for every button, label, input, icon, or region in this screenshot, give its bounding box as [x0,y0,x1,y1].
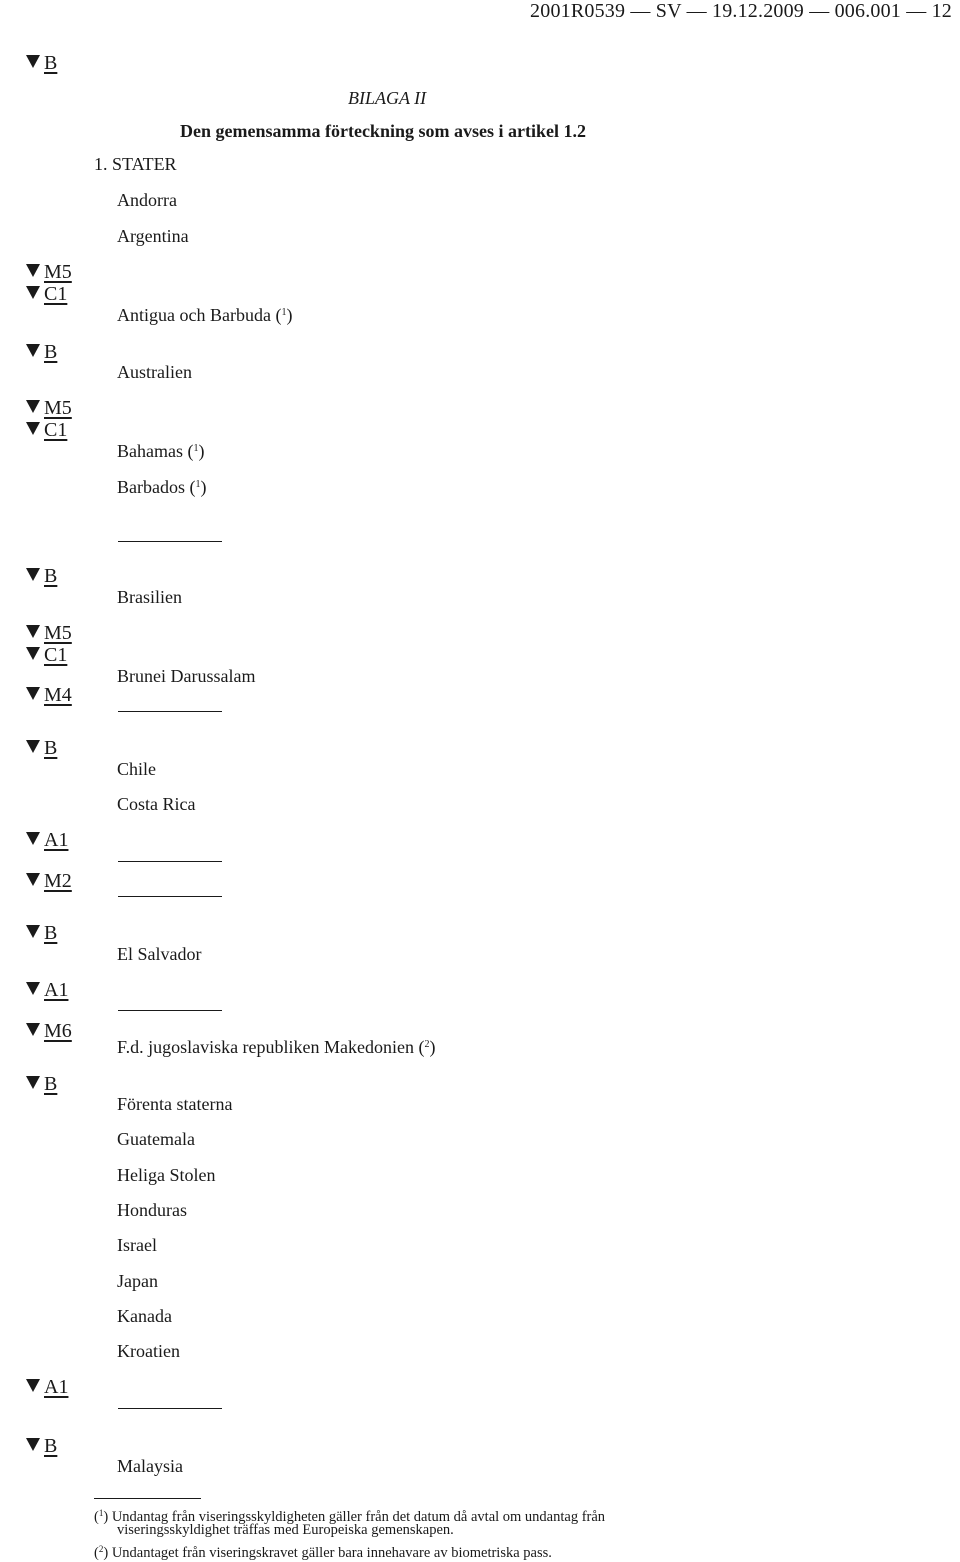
amendment-code: M4 [44,684,72,706]
triangle-down-icon [26,264,40,277]
country-entry: Guatemala [117,1129,195,1149]
deletion-line [118,711,222,712]
triangle-down-icon [26,625,40,638]
amendment-marker [26,565,57,588]
triangle-down-icon [26,832,40,845]
footnote-ref: 1 [281,307,287,318]
triangle-down-icon [26,873,40,886]
footnote-ref-close: ) [286,305,293,325]
amendment-marker [26,737,57,760]
triangle-down-icon [26,1379,40,1392]
triangle-down-icon [26,400,40,413]
country-entry [117,441,204,462]
amendment-code: B [44,1073,58,1095]
amendment-marker [26,622,72,645]
amendment-code: B [44,565,58,587]
footnote-ref-close: ) [429,1037,436,1057]
annex-title: BILAGA II [348,88,427,108]
country-entry: Argentina [117,226,189,246]
deletion-line [118,541,222,542]
country-entry: Kroatien [117,1341,180,1361]
country-entry: Kanada [117,1306,172,1326]
amendment-marker [26,283,67,306]
triangle-down-icon [26,982,40,995]
deletion-line [118,861,222,862]
country-entry: El Salvador [117,944,202,964]
amendment-marker [26,341,57,364]
triangle-down-icon [26,568,40,581]
country-entry: Malaysia [117,1456,183,1476]
country-entry: Australien [117,362,192,382]
country-entry [117,305,292,326]
triangle-down-icon [26,344,40,357]
amendment-marker [26,261,72,284]
amendment-code: C1 [44,644,68,666]
amendment-marker [26,397,72,420]
amendment-code: A1 [44,1376,69,1398]
amendment-code: M5 [44,622,72,644]
footnote-ref: 2 [424,1039,430,1050]
document-reference-header: 2001R0539 — SV — 19.12.2009 — 006.001 — 12 [530,0,952,22]
triangle-down-icon [26,740,40,753]
footnote-ref-close: ) [198,441,205,461]
deletion-line [118,1010,222,1011]
amendment-marker [26,644,67,667]
triangle-down-icon [26,925,40,938]
amendment-code: B [44,737,58,759]
footnote: ($^2$) Undantaget från viseringskravet gäller bara innehavare av biometriska pass. [94,1544,552,1561]
footnote: ($^1$) Undantag från viseringsskyldigheten gäller från det datum då avtal om undantag från [94,1508,606,1525]
footnote-text: Undantag från viseringsskyldigheten gäller från det datum då avtal om undantag från [111,1509,606,1525]
country-entry: Heliga Stolen [117,1165,216,1185]
footnote-ref: 1 [193,443,199,454]
country-entry: Chile [117,759,156,779]
amendment-marker [26,684,72,707]
country-name: F.d. jugoslaviska republiken Makedonien ( [117,1037,425,1057]
amendment-marker [26,922,57,945]
country-entry: Israel [117,1235,157,1255]
footnote-ref: 1 [195,479,201,490]
amendment-code: M5 [44,261,72,283]
amendment-code: B [44,1435,58,1457]
triangle-down-icon [26,647,40,660]
amendment-marker [26,1020,72,1043]
section-heading: 1. STATER [94,154,177,174]
triangle-down-icon [26,55,40,68]
country-entry: Brasilien [117,587,182,607]
amendment-code: A1 [44,829,69,851]
amendment-marker [26,1376,68,1399]
country-entry: Honduras [117,1200,187,1220]
amendment-marker [26,1073,57,1096]
country-name: Bahamas ( [117,441,194,461]
deletion-line [118,1408,222,1409]
deletion-line [118,896,222,897]
footnote-continuation: viseringsskyldighet träffas med Europeiska gemenskapen. [117,1522,454,1538]
amendment-code: M2 [44,870,72,892]
amendment-code: C1 [44,419,68,441]
triangle-down-icon [26,422,40,435]
triangle-down-icon [26,286,40,299]
triangle-down-icon [26,1076,40,1089]
footnote-ref-close: ) [200,477,207,497]
country-entry: Costa Rica [117,794,196,814]
amendment-code: M5 [44,397,72,419]
footnote-separator [94,1498,201,1499]
country-name: Barbados ( [117,477,196,497]
country-entry [117,1037,436,1058]
country-entry [117,477,206,498]
amendment-code: B [44,341,58,363]
triangle-down-icon [26,687,40,700]
amendment-marker [26,52,57,75]
triangle-down-icon [26,1438,40,1451]
amendment-code: B [44,52,58,74]
country-name: Antigua och Barbuda ( [117,305,282,325]
amendment-marker [26,1435,57,1458]
triangle-down-icon [26,1023,40,1036]
country-entry: Brunei Darussalam [117,666,256,686]
amendment-marker [26,870,72,893]
amendment-code: C1 [44,283,68,305]
amendment-marker [26,979,68,1002]
country-entry: Andorra [117,190,177,210]
amendment-code: A1 [44,979,69,1001]
footnote-number: 1 [98,1508,104,1518]
footnote-text: Undantaget från viseringskravet gäller bara innehavare av biometriska pass. [111,1545,552,1561]
amendment-code: M6 [44,1020,72,1042]
country-entry: Förenta staterna [117,1094,233,1114]
country-entry: Japan [117,1271,158,1291]
annex-subtitle: Den gemensamma förteckning som avses i artikel 1.2 [180,121,586,141]
amendment-marker [26,419,67,442]
amendment-code: B [44,922,58,944]
amendment-marker [26,829,68,852]
footnote-number: 2 [98,1544,104,1554]
